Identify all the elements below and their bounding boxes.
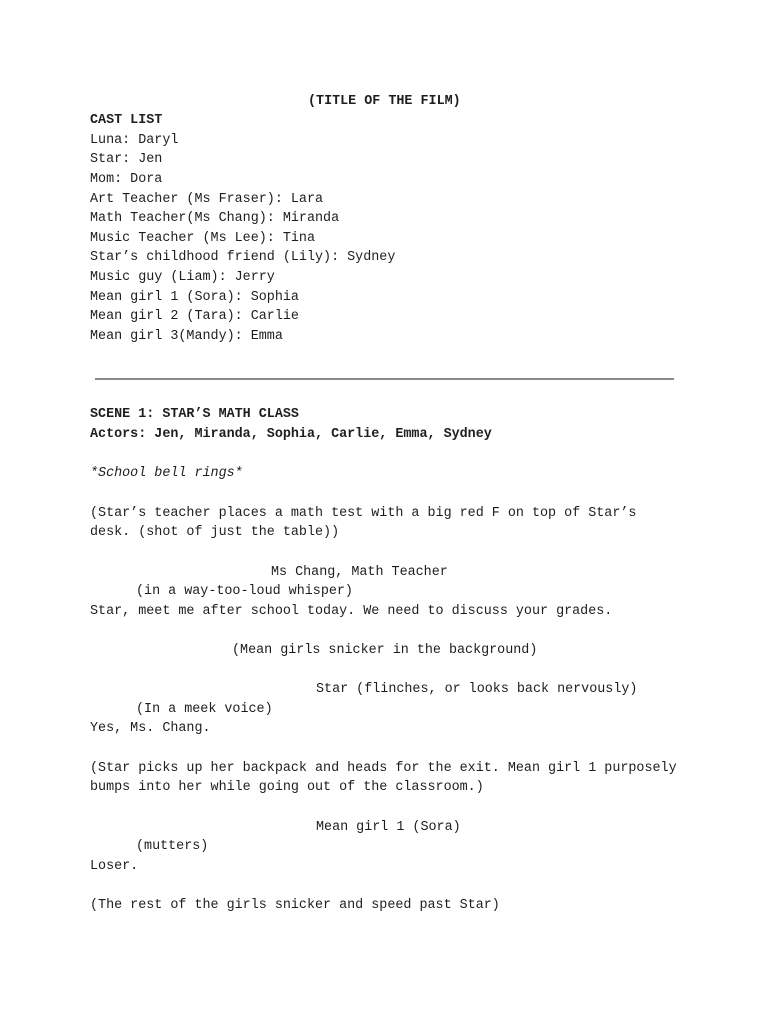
character-name: Ms Chang, Math Teacher — [271, 565, 448, 580]
cast-member: Music guy (Liam): Jerry — [90, 270, 275, 285]
section-divider — [95, 378, 674, 380]
scene-heading: SCENE 1: STAR’S MATH CLASS — [90, 407, 299, 422]
cast-member: Star: Jen — [90, 152, 163, 167]
action-line: (The rest of the girls snicker and speed past Star) — [90, 898, 500, 913]
character-name: Star (flinches, or looks back nervously) — [316, 682, 638, 697]
cast-member: Star’s childhood friend (Lily): Sydney — [90, 250, 396, 265]
action-line: (Star’s teacher places a math test with a big red F on top of Star’s — [90, 506, 637, 521]
cast-member: Luna: Daryl — [90, 133, 179, 148]
action-line: desk. (shot of just the table)) — [90, 525, 340, 540]
cast-member: Art Teacher (Ms Fraser): Lara — [90, 192, 324, 207]
cast-member: Mean girl 2 (Tara): Carlie — [90, 309, 299, 324]
cast-member: Mean girl 3(Mandy): Emma — [90, 329, 283, 344]
dialogue: Star, meet me after school today. We need to discuss your grades. — [90, 604, 613, 619]
cast-member: Mom: Dora — [90, 172, 163, 187]
character-name: Mean girl 1 (Sora) — [316, 820, 461, 835]
dialogue: Loser. — [90, 859, 139, 874]
cast-member: Music Teacher (Ms Lee): Tina — [90, 231, 315, 246]
cast-member: Math Teacher(Ms Chang): Miranda — [90, 211, 340, 226]
film-title: (TITLE OF THE FILM) — [308, 94, 461, 109]
action-line: bumps into her while going out of the classroom.) — [90, 780, 484, 795]
action-line: (Star picks up her backpack and heads for the exit. Mean girl 1 purposely — [90, 761, 677, 776]
cast-member: Mean girl 1 (Sora): Sophia — [90, 290, 299, 305]
scene-actors: Actors: Jen, Miranda, Sophia, Carlie, Emma, Sydney — [90, 427, 492, 442]
cast-list-heading: CAST LIST — [90, 113, 163, 128]
action-line: (Mean girls snicker in the background) — [232, 643, 538, 658]
parenthetical: (mutters) — [136, 839, 209, 854]
sound-cue: *School bell rings* — [90, 466, 243, 481]
dialogue: Yes, Ms. Chang. — [90, 721, 211, 736]
parenthetical: (In a meek voice) — [136, 702, 273, 717]
parenthetical: (in a way-too-loud whisper) — [136, 584, 353, 599]
